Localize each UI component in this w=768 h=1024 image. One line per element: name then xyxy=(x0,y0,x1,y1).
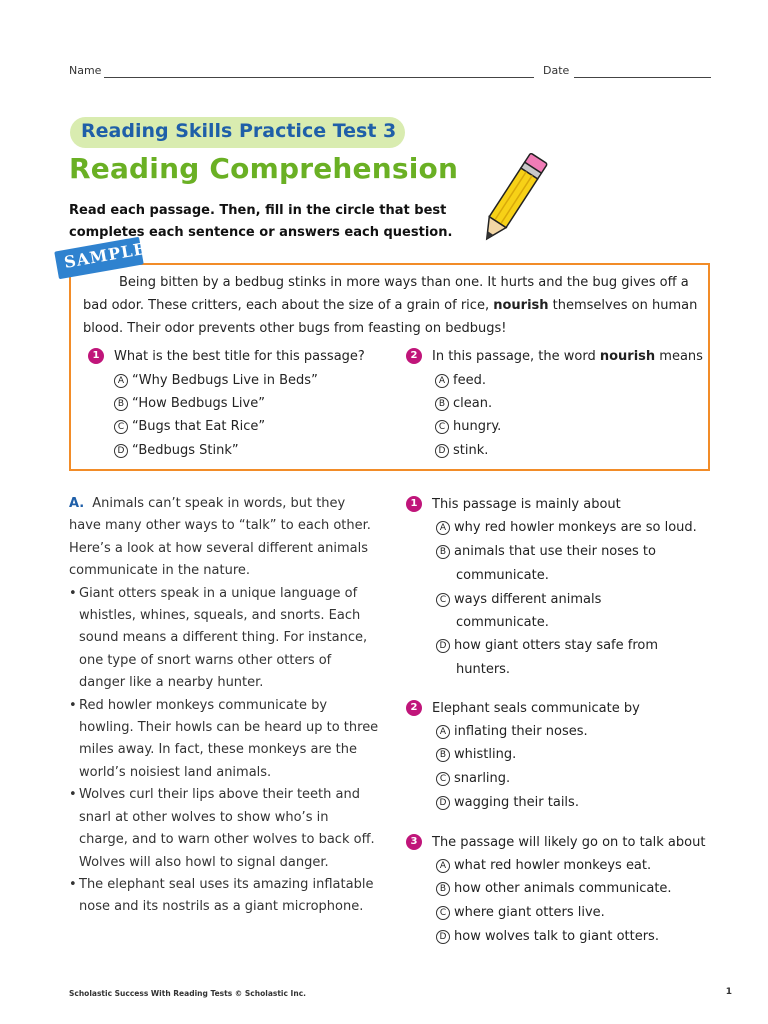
answer-text-continued: communicate. xyxy=(456,615,549,630)
answer-option[interactable] xyxy=(114,418,265,435)
answer-option[interactable] xyxy=(436,543,656,583)
answer-text: clean. xyxy=(453,396,493,411)
answer-bubble[interactable]: A xyxy=(114,374,128,388)
name-field-line[interactable] xyxy=(104,77,534,78)
pencil-icon xyxy=(474,145,554,250)
question-number-badge: 2 xyxy=(406,348,422,364)
answer-bubble[interactable]: C xyxy=(436,772,450,786)
answer-bubble[interactable]: D xyxy=(436,930,450,944)
passage-intro-text: Animals can’t speak in words, but they have many other ways to “talk” to each other. Here’s a look at how several different animals communicate in the nature. xyxy=(69,496,371,579)
answer-bubble[interactable]: B xyxy=(436,545,450,559)
question-text xyxy=(432,348,703,365)
answer-text: how giant otters stay safe from xyxy=(454,638,659,653)
answer-bubble[interactable]: D xyxy=(114,444,128,458)
passage-bullet: • Wolves curl their lips above their teeth and snarl at other wolves to show who’s in charge, and to warn other wolves to back off. Wolves will also howl to signal danger. xyxy=(69,784,379,874)
answer-bubble[interactable]: A xyxy=(435,374,449,388)
answer-text: hungry. xyxy=(453,419,502,434)
passage-a-intro xyxy=(69,493,379,583)
answer-option[interactable] xyxy=(436,519,697,536)
answer-option[interactable] xyxy=(436,770,510,787)
answer-bubble[interactable]: B xyxy=(436,882,450,896)
question-text: This passage is mainly about xyxy=(432,497,621,512)
answer-option[interactable] xyxy=(114,442,239,459)
sample-tag-label: SAMPLE xyxy=(62,238,148,272)
sample-passage-part-2: themselves on human blood. Their odor prevents other bugs from feasting on bedbugs! xyxy=(83,298,698,336)
question-text-bold-word: nourish xyxy=(599,349,656,364)
answer-text: animals that use their noses to xyxy=(454,544,656,559)
answer-option[interactable] xyxy=(436,591,602,630)
answer-text: what red howler monkeys eat. xyxy=(454,858,652,873)
answer-bubble[interactable]: C xyxy=(436,906,450,920)
answer-bubble[interactable]: D xyxy=(436,796,450,810)
answer-option[interactable] xyxy=(436,637,659,677)
answer-option[interactable] xyxy=(436,723,588,740)
answer-bubble[interactable]: C xyxy=(114,420,128,434)
question-text-part-1: In this passage, the word xyxy=(432,349,600,364)
page-title: Reading Comprehension xyxy=(69,152,459,185)
answer-option[interactable] xyxy=(435,442,488,459)
footer-credit: Scholastic Success With Reading Tests © Scholastic Inc. xyxy=(69,989,306,998)
answer-option[interactable] xyxy=(114,372,318,389)
question-text: Elephant seals communicate by xyxy=(432,701,640,716)
answer-option[interactable] xyxy=(436,880,672,897)
question-number-badge: 2 xyxy=(406,700,422,716)
passage-label: A. xyxy=(69,496,85,511)
answer-bubble[interactable]: B xyxy=(436,748,450,762)
answer-option[interactable] xyxy=(436,857,651,874)
answer-option[interactable] xyxy=(436,794,579,811)
sample-passage xyxy=(83,271,703,340)
name-date-row xyxy=(69,62,711,80)
answer-option[interactable] xyxy=(436,928,659,945)
answer-text: “How Bedbugs Live” xyxy=(132,396,265,411)
answer-bubble[interactable]: A xyxy=(436,521,450,535)
answer-text: why red howler monkeys are so loud. xyxy=(454,520,697,535)
date-label: Date xyxy=(543,64,570,77)
answer-option[interactable] xyxy=(436,904,605,921)
page-subtitle: Reading Skills Practice Test 3 xyxy=(81,120,397,142)
question-text: The passage will likely go on to talk about xyxy=(432,835,706,850)
answer-text: feed. xyxy=(453,373,486,388)
answer-text: how wolves talk to giant otters. xyxy=(454,929,659,944)
answer-text: “Bugs that Eat Rice” xyxy=(132,419,266,434)
answer-text: how other animals communicate. xyxy=(454,881,672,896)
answer-text: where giant otters live. xyxy=(454,905,605,920)
answer-option[interactable] xyxy=(114,395,265,412)
answer-text-continued: hunters. xyxy=(456,662,511,677)
question-number-badge: 1 xyxy=(88,348,104,364)
sample-passage-bold-word: nourish xyxy=(493,298,549,313)
passage-bullet: • The elephant seal uses its amazing inflatable nose and its nostrils as a giant microphone. xyxy=(69,874,379,919)
instructions: Read each passage. Then, fill in the circle that best completes each sentence or answers each question. xyxy=(69,203,453,240)
answer-text: wagging their tails. xyxy=(454,795,579,810)
answer-text: ways different animals xyxy=(454,592,602,607)
answer-text: “Why Bedbugs Live in Beds” xyxy=(132,373,318,388)
name-label: Name xyxy=(69,64,102,77)
answer-option[interactable] xyxy=(435,372,486,389)
answer-text: snarling. xyxy=(454,771,511,786)
question-number-badge: 3 xyxy=(406,834,422,850)
answer-bubble[interactable]: C xyxy=(435,420,449,434)
answer-option[interactable] xyxy=(435,395,492,412)
answer-bubble[interactable]: B xyxy=(435,397,449,411)
question-text-part-2: means xyxy=(655,349,703,364)
answer-option[interactable] xyxy=(436,746,516,763)
answer-bubble[interactable]: C xyxy=(436,593,450,607)
question-text: What is the best title for this passage? xyxy=(114,349,365,364)
answer-text-continued: communicate. xyxy=(456,568,549,583)
page-number: 1 xyxy=(725,987,732,997)
passage-bullet: • Giant otters speak in a unique language of whistles, whines, squeals, and snorts. Each sound means a different thing. For instance, one type of snort warns other otters of danger like a nearby hunter. xyxy=(69,583,379,695)
question-number-badge: 1 xyxy=(406,496,422,512)
date-field-line[interactable] xyxy=(574,77,711,78)
passage-a xyxy=(69,493,379,919)
answer-bubble[interactable]: A xyxy=(436,725,450,739)
answer-bubble[interactable]: D xyxy=(435,444,449,458)
answer-text: “Bedbugs Stink” xyxy=(132,443,239,458)
answer-text: stink. xyxy=(453,443,489,458)
sample-passage-part-1: Being bitten by a bedbug stinks in more ways than one. It hurts and the bug gives off a bad odor. These critters, each about the size of a grain of rice, xyxy=(83,275,689,313)
answer-bubble[interactable]: D xyxy=(436,639,450,653)
passage-bullet: • Red howler monkeys communicate by howling. Their howls can be heard up to three miles away. In fact, these monkeys are the world’s noisiest land animals. xyxy=(69,695,379,785)
answer-bubble[interactable]: A xyxy=(436,859,450,873)
answer-text: whistling. xyxy=(454,747,517,762)
answer-text: inflating their noses. xyxy=(454,724,588,739)
answer-option[interactable] xyxy=(435,418,501,435)
answer-bubble[interactable]: B xyxy=(114,397,128,411)
